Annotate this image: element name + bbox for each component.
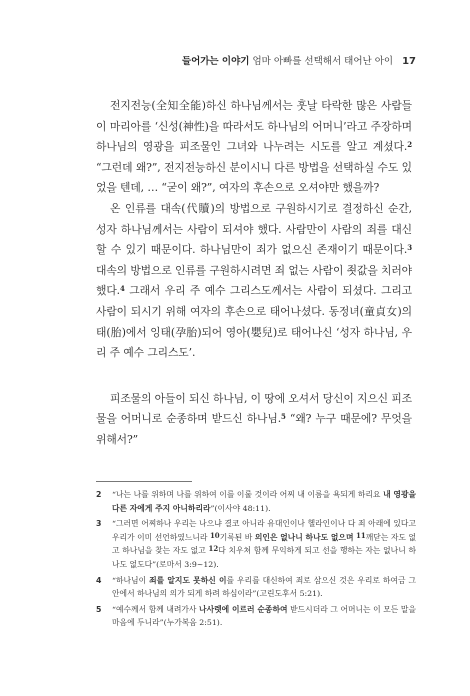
chapter-subtitle: 엄마 아빠를 선택해서 태어난 아이 [252, 56, 394, 67]
footnote-number: 3 [96, 519, 102, 529]
chapter-title: 들어가는 이야기 [181, 56, 250, 67]
paragraph-1: 전지전능(全知全能)하신 하나님께서는 훗날 타락한 많은 사람들이 마리아를 ‘신성(神性)을 따라서도 하나님의 어머니’라고 주장하며 하나님의 영광을 피조물인 그녀와 나누려는 시도를 알고 계셨다.$^2$ “그런데 왜?”, 전지전능하신 분이시니 다른 방법을 선택하실 수도 있었을 텐데, … “굳이 왜?”, 여자의 후손으로 오셔야만 했을까? [96, 99, 412, 195]
footnote-text: “예수께서 함께 내려가사 나사렛에 이르러 순종하여 받드시더라 그 어머니는 이 모든 말을 마음에 두니라”(누가복음 2:51). [112, 604, 416, 628]
main-text [96, 96, 412, 451]
paragraph-3: 피조물의 아들이 되신 하나님, 이 땅에 오셔서 당신이 지으신 피조물을 어머니로 순종하며 받드신 하나님.$^5$ “왜? 누구 때문에? 무엇을 위해서?” [96, 391, 412, 446]
footnote-divider [96, 481, 192, 482]
footnote-number: 2 [96, 490, 102, 499]
footnote-ref-2: 2 [407, 140, 412, 150]
footnote-4 [96, 574, 416, 601]
footnote-ref-3: 3 [407, 243, 412, 253]
footnote-2 [96, 488, 416, 515]
footnote-text: “나는 나를 위하며 나를 위하여 이를 이룰 것이라 어찌 내 이름을 욕되게 하리요 내 영광을 다른 자에게 주지 아니하리라”(이사야 48:11). [112, 490, 417, 513]
footnotes [96, 488, 416, 632]
footnote-number: 4 [96, 575, 102, 585]
footnote-ref-5: 5 [281, 412, 286, 422]
footnote-text: “하나님이 죄를 알지도 못하신 이를 우리를 대신하여 죄로 삼으신 것은 우리로 하여금 그 안에서 하나님의 의가 되게 하려 하심이라”(고린도후서 5:21). [112, 575, 416, 599]
page-number: 17 [402, 56, 416, 67]
footnote-5 [96, 603, 416, 630]
footnote-ref-4: 4 [120, 284, 125, 294]
footnote-text: “그러면 어찌하나 우리는 나으냐 결코 아니라 유대인이나 헬라인이나 다 죄 아래에 있다고 우리가 이미 선언하였느니라 $^{10}$기록된 바 의인은 없나니 하나도 없으며 $^{11}$깨닫는 자도 없고 하나님을 찾는 자도 없고 $^{12}$다 치우쳐 함께 무익하게 되고 선을 행하는 자는 없나니 하나도 없도다”(로마서 3:9~12). [112, 519, 416, 569]
footnote-3 [96, 517, 416, 571]
running-header [182, 53, 416, 67]
paragraph-2: 온 인류를 대속(代贖)의 방법으로 구원하시기로 결정하신 순간, 성자 하나님께서는 사람이 되셔야 했다. 사람만이 사람의 죄를 대신할 수 있기 때문이다. 하나님만이 죄가 없으신 존재이기 때문이다.$^3$ 대속의 방법으로 인류를 구원하시려면 죄 없는 사람이 죗값을 치러야 했다.$^4$ 그래서 우리 주 예수 그리스도께서는 사람이 되셨다. 그리고 사람이 되시기 위해 여자의 후손으로 태어나셨다. 동정녀(童貞女)의 태(胎)에서 잉태(孕胎)되어 영아(嬰兒)로 태어나신 ‘성자 하나님, 우리 주 예수 그리스도’. [96, 201, 412, 360]
footnote-number: 5 [96, 604, 102, 614]
